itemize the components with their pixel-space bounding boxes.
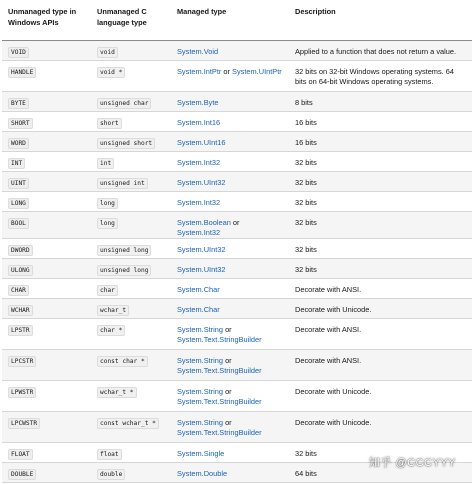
table-row: [2, 151, 472, 171]
description-cell: 32 bits: [289, 191, 472, 211]
managed-type-link[interactable]: System.String: [177, 386, 224, 396]
managed-type-separator: or: [223, 324, 232, 334]
c-type-code: unsigned long: [97, 265, 151, 276]
table-row: [2, 91, 472, 111]
c-type-cell: [91, 298, 171, 318]
managed-type-cell: [171, 462, 289, 482]
description-cell: Decorate with ANSI.: [289, 349, 472, 380]
table-row: [2, 238, 472, 258]
description-cell: Decorate with Unicode.: [289, 411, 472, 442]
description-cell: Decorate with ANSI.: [289, 318, 472, 349]
managed-type-cell: [171, 171, 289, 191]
managed-type-separator: or: [223, 386, 232, 396]
c-type-cell: [91, 111, 171, 131]
c-type-code: long: [97, 198, 118, 209]
c-type-code: unsigned int: [97, 178, 148, 189]
table-row: [2, 349, 472, 380]
managed-type-link[interactable]: System.IntPtr: [177, 66, 222, 76]
c-type-cell: [91, 60, 171, 91]
table-row: [2, 318, 472, 349]
managed-type-link[interactable]: System.Char: [177, 284, 220, 294]
c-type-cell: [91, 278, 171, 298]
managed-type-cell: [171, 298, 289, 318]
table-row: [2, 131, 472, 151]
table-header: [2, 0, 472, 40]
c-type-cell: [91, 151, 171, 171]
managed-type-link[interactable]: System.String: [177, 417, 224, 427]
description-cell: 32 bits on 32-bit Windows operating systems. 64 bits on 64-bit Windows operating systems.: [289, 60, 472, 91]
windows-type-cell: [2, 40, 91, 60]
table-row: [2, 411, 472, 442]
c-type-code: void *: [97, 67, 125, 78]
windows-type-cell: [2, 298, 91, 318]
c-type-cell: [91, 131, 171, 151]
description-cell: Decorate with ANSI.: [289, 278, 472, 298]
description-cell: 32 bits: [289, 238, 472, 258]
c-type-cell: [91, 258, 171, 278]
managed-type-link[interactable]: System.Char: [177, 304, 220, 314]
managed-type-separator: or: [223, 355, 232, 365]
header-unmanaged-c-type: Unmanaged C language type: [91, 0, 171, 40]
c-type-code: float: [97, 449, 122, 460]
table-row: [2, 111, 472, 131]
windows-type-cell: [2, 131, 91, 151]
description-cell: 32 bits: [289, 151, 472, 171]
c-type-code: double: [97, 469, 125, 480]
c-type-code: char: [97, 285, 118, 296]
windows-type-code: BYTE: [8, 98, 29, 109]
windows-type-code: WORD: [8, 138, 29, 149]
windows-type-cell: [2, 211, 91, 238]
windows-type-code: DWORD: [8, 245, 33, 256]
managed-type-separator: or: [221, 66, 233, 76]
windows-type-cell: [2, 349, 91, 380]
c-type-cell: [91, 238, 171, 258]
description-cell: 8 bits: [289, 91, 472, 111]
managed-type-cell: [171, 211, 289, 238]
description-cell: 32 bits: [289, 442, 472, 462]
windows-type-code: INT: [8, 158, 25, 169]
c-type-cell: [91, 171, 171, 191]
c-type-code: unsigned long: [97, 245, 151, 256]
table-row: [2, 380, 472, 411]
managed-type-link[interactable]: System.Int32: [177, 197, 221, 207]
windows-type-cell: [2, 111, 91, 131]
header-managed-type: Managed type: [171, 0, 289, 40]
windows-type-code: LPCWSTR: [8, 418, 40, 429]
windows-type-code: HANDLE: [8, 67, 36, 78]
managed-type-link[interactable]: System.Text.StringBuilder: [177, 365, 262, 375]
description-cell: Decorate with Unicode.: [289, 298, 472, 318]
table-row: [2, 171, 472, 191]
managed-type-cell: [171, 411, 289, 442]
c-type-cell: [91, 191, 171, 211]
managed-type-link[interactable]: System.String: [177, 355, 224, 365]
c-type-cell: [91, 91, 171, 111]
description-cell: 32 bits: [289, 211, 472, 238]
managed-type-cell: [171, 349, 289, 380]
managed-type-cell: [171, 111, 289, 131]
managed-type-link[interactable]: System.Int32: [177, 227, 221, 237]
description-cell: Decorate with Unicode.: [289, 380, 472, 411]
windows-type-code: LPCSTR: [8, 356, 36, 367]
windows-type-cell: [2, 258, 91, 278]
windows-type-code: CHAR: [8, 285, 29, 296]
windows-type-cell: [2, 411, 91, 442]
managed-type-cell: [171, 40, 289, 60]
managed-type-cell: [171, 131, 289, 151]
managed-type-link[interactable]: System.Single: [177, 448, 225, 458]
managed-type-link[interactable]: System.UIntPtr: [232, 66, 282, 76]
managed-type-link[interactable]: System.Text.StringBuilder: [177, 427, 262, 437]
c-type-code: int: [97, 158, 114, 169]
c-type-cell: [91, 318, 171, 349]
managed-type-cell: [171, 380, 289, 411]
c-type-code: wchar_t *: [97, 387, 137, 398]
managed-type-link[interactable]: System.Text.StringBuilder: [177, 396, 262, 406]
managed-type-link[interactable]: System.Int32: [177, 157, 221, 167]
windows-type-cell: [2, 91, 91, 111]
managed-type-cell: [171, 442, 289, 462]
table-row: [2, 40, 472, 60]
managed-type-link[interactable]: System.Void: [177, 46, 219, 56]
managed-type-link[interactable]: System.String: [177, 324, 224, 334]
c-type-code: char *: [97, 325, 125, 336]
managed-type-cell: [171, 151, 289, 171]
windows-type-cell: [2, 151, 91, 171]
windows-type-cell: [2, 60, 91, 91]
managed-type-cell: [171, 238, 289, 258]
windows-type-code: SHORT: [8, 118, 33, 129]
windows-type-cell: [2, 171, 91, 191]
windows-type-cell: [2, 462, 91, 482]
managed-type-cell: [171, 258, 289, 278]
managed-type-separator: or: [230, 217, 240, 227]
managed-type-link[interactable]: System.Double: [177, 468, 228, 478]
description-cell: 32 bits: [289, 258, 472, 278]
windows-type-cell: [2, 191, 91, 211]
managed-type-link[interactable]: System.Int16: [177, 117, 221, 127]
managed-type-link[interactable]: System.UInt32: [177, 264, 226, 274]
c-type-cell: [91, 411, 171, 442]
description-cell: 32 bits: [289, 171, 472, 191]
c-type-code: long: [97, 218, 118, 229]
c-type-code: const wchar_t *: [97, 418, 159, 429]
type-mapping-table: [2, 0, 472, 483]
table-body: [2, 40, 472, 482]
managed-type-cell: [171, 191, 289, 211]
c-type-code: unsigned short: [97, 138, 155, 149]
windows-type-code: LONG: [8, 198, 29, 209]
managed-type-cell: [171, 60, 289, 91]
table-row: [2, 278, 472, 298]
windows-type-code: VOID: [8, 47, 29, 58]
description-cell: 64 bits: [289, 462, 472, 482]
managed-type-link[interactable]: System.UInt16: [177, 137, 226, 147]
watermark: 知乎 @CCCYYY: [368, 457, 456, 469]
windows-type-code: UINT: [8, 178, 29, 189]
windows-type-code: LPWSTR: [8, 387, 36, 398]
windows-type-code: FLOAT: [8, 449, 33, 460]
managed-type-cell: [171, 318, 289, 349]
table-row: [2, 298, 472, 318]
c-type-code: short: [97, 118, 122, 129]
c-type-code: unsigned char: [97, 98, 151, 109]
managed-type-link[interactable]: System.Text.StringBuilder: [177, 334, 262, 344]
managed-type-link[interactable]: System.UInt32: [177, 177, 226, 187]
windows-type-code: BOOL: [8, 218, 29, 229]
c-type-code: const char *: [97, 356, 148, 367]
managed-type-separator: or: [223, 417, 232, 427]
c-type-cell: [91, 40, 171, 60]
header-unmanaged-windows-type: Unmanaged type in Windows APIs: [2, 0, 91, 40]
windows-type-cell: [2, 278, 91, 298]
windows-type-cell: [2, 238, 91, 258]
windows-type-code: ULONG: [8, 265, 33, 276]
description-cell: Applied to a function that does not return a value.: [289, 40, 472, 60]
description-cell: 16 bits: [289, 131, 472, 151]
windows-type-code: WCHAR: [8, 305, 33, 316]
c-type-cell: [91, 349, 171, 380]
header-description: Description: [289, 0, 472, 40]
description-cell: 16 bits: [289, 111, 472, 131]
windows-type-code: LPSTR: [8, 325, 33, 336]
managed-type-link[interactable]: System.Byte: [177, 97, 219, 107]
managed-type-cell: [171, 278, 289, 298]
c-type-cell: [91, 462, 171, 482]
c-type-code: void: [97, 47, 118, 58]
windows-type-cell: [2, 442, 91, 462]
table-row: [2, 211, 472, 238]
c-type-code: wchar_t: [97, 305, 129, 316]
windows-type-code: DOUBLE: [8, 469, 36, 480]
c-type-cell: [91, 211, 171, 238]
c-type-cell: [91, 380, 171, 411]
c-type-cell: [91, 442, 171, 462]
table-row: [2, 191, 472, 211]
table-row: [2, 258, 472, 278]
table-row: [2, 60, 472, 91]
windows-type-cell: [2, 380, 91, 411]
windows-type-cell: [2, 318, 91, 349]
managed-type-link[interactable]: System.UInt32: [177, 244, 226, 254]
managed-type-link[interactable]: System.Boolean: [177, 217, 231, 227]
managed-type-cell: [171, 91, 289, 111]
header-row: [2, 0, 472, 40]
